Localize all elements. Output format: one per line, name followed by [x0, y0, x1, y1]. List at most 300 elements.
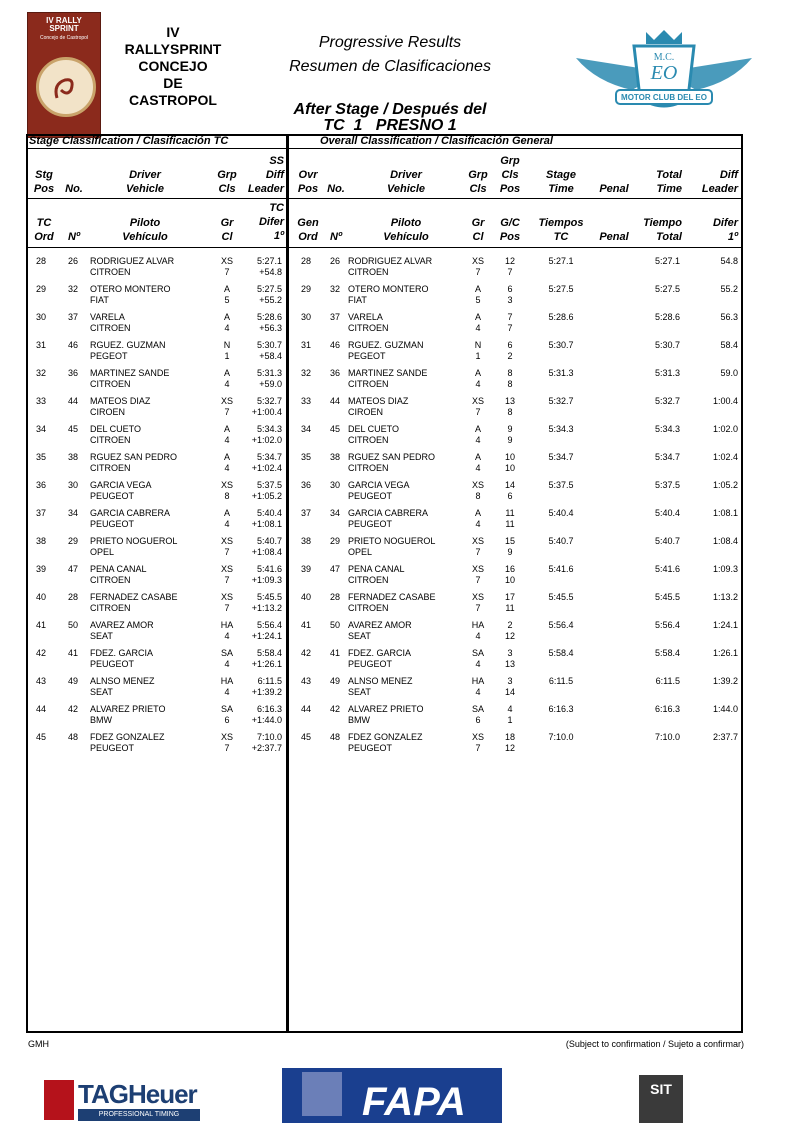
row-vehicle: CITROEN	[90, 379, 131, 389]
poster-text	[28, 13, 100, 41]
row-class: 5	[224, 295, 230, 305]
row-stage-time-overall: 5:30.7	[548, 340, 574, 350]
row-stage-time: 5:27.1	[256, 256, 282, 266]
row-driver: GARCIA VEGA	[90, 480, 152, 490]
row-class: 1	[224, 351, 230, 361]
row-vehicle: PEUGEOT	[90, 659, 135, 669]
tagheuer-text: TAGHeuer	[78, 1079, 197, 1109]
row-group-pos: 7	[507, 312, 513, 322]
row-group-pos: 18	[504, 732, 515, 742]
row-driver: MATEOS DIAZ	[90, 396, 151, 406]
row-stage-diff: +1:13.2	[251, 603, 282, 613]
row-group-overall: A	[474, 508, 481, 518]
row-diff-leader: 1:08.1	[712, 508, 738, 518]
row-driver: ALVAREZ PRIETO	[90, 704, 166, 714]
row-class: 4	[224, 379, 230, 389]
row-stage-time-overall: 6:11.5	[548, 676, 574, 686]
event-line5: CASTROPOL	[129, 92, 217, 108]
header-piloto-overall: Piloto Vehículo	[383, 217, 429, 243]
row-overall-pos: 31	[300, 340, 311, 350]
row-vehicle-overall: BMW	[348, 715, 370, 725]
row-stage-diff: +1:08.1	[251, 519, 282, 529]
tagheuer-subtitle: PROFESSIONAL TIMING	[78, 1109, 200, 1121]
row-driver: DEL CUETO	[90, 424, 142, 434]
header-driver: Driver Vehicle	[125, 169, 165, 195]
tagheuer-logo	[44, 1080, 200, 1124]
header-diff-leader: Diff Leader	[701, 169, 738, 195]
row-group: SA	[220, 704, 233, 714]
row-driver-overall: DEL CUETO	[348, 424, 400, 434]
row-group: A	[223, 452, 230, 462]
row-stage-time: 6:11.5	[257, 676, 282, 686]
row-group-overall: XS	[471, 564, 484, 574]
row-diff-leader: 1:13.2	[712, 592, 738, 602]
row-group-overall: SA	[471, 704, 484, 714]
row-stage-time-overall: 5:31.3	[548, 368, 574, 378]
row-driver: FDEZ GONZALEZ	[90, 732, 165, 742]
row-number: 37	[67, 312, 78, 322]
event-title	[118, 24, 228, 109]
row-vehicle: PEUGEOT	[90, 491, 135, 501]
row-stage-time-overall: 5:45.5	[548, 592, 574, 602]
row-stage-pos: 28	[35, 256, 46, 266]
row-stage-pos: 39	[35, 564, 46, 574]
row-vehicle: PEUGEOT	[90, 743, 135, 753]
row-class-overall: 7	[475, 267, 481, 277]
row-class-overall: 4	[475, 323, 481, 333]
row-stage-diff: +1:44.0	[251, 715, 282, 725]
row-number-overall: 28	[329, 592, 340, 602]
row-group: XS	[220, 592, 233, 602]
row-group-pos: 15	[504, 536, 515, 546]
row-total-time: 5:27.1	[654, 256, 680, 266]
sit-logo	[639, 1075, 683, 1123]
row-class-pos: 7	[507, 323, 513, 333]
row-group-overall: A	[474, 424, 481, 434]
row-stage-diff: +1:24.1	[251, 631, 282, 641]
row-total-time: 5:56.4	[654, 620, 680, 630]
row-overall-pos: 39	[300, 564, 311, 574]
row-class-pos: 8	[507, 379, 513, 389]
row-driver: AVAREZ AMOR	[90, 620, 154, 630]
row-total-time: 7:10.0	[654, 732, 680, 742]
header-num: Nº	[68, 231, 80, 243]
row-group: XS	[220, 564, 233, 574]
row-stage-diff: +1:02.4	[251, 463, 282, 473]
row-class: 4	[224, 631, 230, 641]
row-number: 48	[67, 732, 78, 742]
row-stage-time: 5:28.6	[256, 312, 282, 322]
stopwatch-icon	[36, 57, 96, 117]
row-class-overall: 7	[475, 547, 481, 557]
header-tc-difer: TC Difer 1º	[258, 202, 284, 242]
row-driver: ALNSO MENEZ	[90, 676, 155, 686]
row-class-pos: 1	[507, 715, 513, 725]
row-stage-time-overall: 7:10.0	[548, 732, 574, 742]
row-vehicle: FIAT	[90, 295, 109, 305]
club-eo: EO	[650, 62, 678, 84]
row-group-pos: 16	[504, 564, 515, 574]
row-class: 4	[224, 687, 230, 697]
row-group-overall: XS	[471, 536, 484, 546]
row-stage-time: 6:16.3	[256, 704, 282, 714]
club-mc: M.C.	[653, 52, 675, 63]
row-group-overall: A	[474, 284, 481, 294]
row-stage-time: 5:58.4	[256, 648, 282, 658]
row-diff-leader: 1:00.4	[712, 396, 738, 406]
row-class-overall: 4	[475, 463, 481, 473]
row-diff-leader: 1:39.2	[712, 676, 738, 686]
row-driver: RGUEZ. GUZMAN	[90, 340, 166, 350]
row-vehicle: CITROEN	[90, 435, 131, 445]
row-number: 42	[67, 704, 78, 714]
row-class: 8	[224, 491, 230, 501]
row-vehicle: SEAT	[90, 687, 113, 697]
spanish-header-line	[26, 247, 743, 248]
row-class-overall: 7	[475, 575, 481, 585]
row-driver-overall: PENA CANAL	[348, 564, 405, 574]
row-vehicle-overall: PEUGEOT	[348, 659, 393, 669]
row-number: 28	[67, 592, 78, 602]
row-stage-diff: +59.0	[259, 379, 282, 389]
row-class: 4	[224, 519, 230, 529]
row-driver-overall: PRIETO NOGUEROL	[348, 536, 436, 546]
row-vehicle-overall: PEUGEOT	[348, 743, 393, 753]
row-class: 7	[224, 743, 230, 753]
row-total-time: 5:41.6	[654, 564, 680, 574]
row-class: 4	[224, 435, 230, 445]
row-stage-time: 5:40.7	[256, 536, 282, 546]
row-group-pos: 10	[504, 452, 515, 462]
row-overall-pos: 29	[300, 284, 311, 294]
row-vehicle: PEUGEOT	[90, 519, 135, 529]
row-class-pos: 8	[507, 407, 513, 417]
row-class: 7	[224, 267, 230, 277]
row-stage-time: 5:27.5	[256, 284, 282, 294]
row-overall-pos: 41	[300, 620, 311, 630]
row-overall-pos: 32	[300, 368, 311, 378]
row-class-pos: 11	[505, 519, 515, 529]
row-stage-time-overall: 5:58.4	[548, 648, 574, 658]
row-group-pos: 2	[507, 620, 513, 630]
header-difer: Difer 1º	[712, 217, 738, 243]
row-stage-pos: 32	[35, 368, 46, 378]
row-stage-pos: 40	[35, 592, 46, 602]
row-class: 7	[224, 603, 230, 613]
row-class-overall: 4	[475, 631, 481, 641]
row-group: XS	[220, 732, 233, 742]
row-stage-diff: +58.4	[259, 351, 282, 361]
row-total-time: 5:34.3	[654, 424, 680, 434]
row-driver-overall: VARELA	[348, 312, 383, 322]
row-group: XS	[220, 256, 233, 266]
header-gc-pos: G/C Pos	[499, 217, 521, 243]
header-no-overall: No.	[327, 183, 345, 195]
row-group-pos: 12	[504, 256, 515, 266]
row-stage-time: 5:45.5	[256, 592, 282, 602]
row-stage-diff: +2:37.7	[251, 743, 282, 753]
row-vehicle-overall: CITROEN	[348, 463, 389, 473]
row-stage-time: 7:10.0	[256, 732, 282, 742]
row-stage-diff: +1:39.2	[251, 687, 282, 697]
row-group-pos: 11	[505, 508, 515, 518]
row-class: 7	[224, 547, 230, 557]
header-grp-cls: Grp Cls	[217, 169, 237, 195]
row-vehicle: BMW	[90, 715, 112, 725]
row-number-overall: 34	[329, 508, 340, 518]
row-total-time: 6:16.3	[654, 704, 680, 714]
row-class-pos: 9	[507, 547, 513, 557]
row-vehicle: CITROEN	[90, 323, 131, 333]
row-class-pos: 14	[504, 687, 515, 697]
row-overall-pos: 42	[300, 648, 311, 658]
row-group-pos: 3	[507, 676, 513, 686]
row-group: A	[223, 312, 230, 322]
row-class: 4	[224, 463, 230, 473]
row-diff-leader: 54.8	[720, 256, 738, 266]
row-group-pos: 6	[507, 284, 513, 294]
header-driver-overall: Driver Vehicle	[386, 169, 426, 195]
row-class-pos: 6	[507, 491, 513, 501]
row-stage-time-overall: 5:34.3	[548, 424, 574, 434]
row-class-pos: 3	[507, 295, 513, 305]
poster-line2: SPRINT	[49, 24, 79, 33]
event-line2: RALLYSPRINT	[124, 41, 222, 57]
row-group-overall: HA	[471, 676, 485, 686]
row-number: 38	[67, 452, 78, 462]
row-overall-pos: 40	[300, 592, 311, 602]
row-group: N	[223, 340, 231, 350]
row-stage-diff: +1:02.0	[251, 435, 282, 445]
row-driver: FERNADEZ CASABE	[90, 592, 178, 602]
row-stage-pos: 30	[35, 312, 46, 322]
row-vehicle-overall: PEGEOT	[348, 351, 386, 361]
row-vehicle-overall: PEUGEOT	[348, 519, 393, 529]
row-number-overall: 26	[329, 256, 340, 266]
row-total-time: 5:40.7	[654, 536, 680, 546]
row-driver: VARELA	[90, 312, 125, 322]
row-total-time: 5:45.5	[654, 592, 680, 602]
row-stage-diff: +1:00.4	[251, 407, 282, 417]
row-group: XS	[220, 536, 233, 546]
overall-classification-title: Overall Classification / Clasificación General	[320, 135, 553, 147]
report-after: After Stage / Después del	[293, 101, 487, 118]
row-group-overall: XS	[471, 256, 484, 266]
row-number: 34	[67, 508, 78, 518]
poster-line3: Concejo de Castropol	[39, 35, 89, 41]
row-number-overall: 37	[329, 312, 340, 322]
header-penal: Penal	[599, 183, 629, 195]
row-stage-pos: 45	[35, 732, 46, 742]
row-overall-pos: 34	[300, 424, 311, 434]
row-class: 7	[224, 575, 230, 585]
row-class-overall: 4	[475, 659, 481, 669]
row-stage-pos: 36	[35, 480, 46, 490]
row-class-pos: 11	[505, 603, 515, 613]
row-class-overall: 4	[475, 435, 481, 445]
row-number-overall: 45	[329, 424, 340, 434]
header-total-time: Total Time	[656, 169, 682, 195]
row-class-pos: 10	[504, 463, 515, 473]
row-total-time: 5:28.6	[654, 312, 680, 322]
row-group-overall: A	[474, 452, 481, 462]
row-stage-diff: +1:05.2	[251, 491, 282, 501]
header-ovr-pos: Ovr Pos	[297, 169, 319, 195]
row-class: 4	[224, 323, 230, 333]
row-group-overall: XS	[471, 396, 484, 406]
row-driver-overall: AVAREZ AMOR	[348, 620, 412, 630]
header-stage-time: Stage Time	[546, 169, 576, 195]
row-total-time: 5:34.7	[654, 452, 680, 462]
row-overall-pos: 44	[300, 704, 311, 714]
row-total-time: 5:31.3	[654, 368, 680, 378]
event-line4: DE	[163, 75, 183, 91]
row-class-overall: 7	[475, 603, 481, 613]
row-driver-overall: MATEOS DIAZ	[348, 396, 409, 406]
header-tiempo-total: Tiempo Total	[643, 217, 682, 243]
row-vehicle: OPEL	[90, 547, 115, 557]
row-diff-leader: 1:02.0	[712, 424, 738, 434]
row-number-overall: 50	[329, 620, 340, 630]
row-stage-diff: +55.2	[259, 295, 282, 305]
row-number: 46	[67, 340, 78, 350]
row-number: 32	[67, 284, 78, 294]
row-number: 30	[67, 480, 78, 490]
row-vehicle-overall: OPEL	[348, 547, 373, 557]
event-line1: IV	[166, 24, 180, 40]
row-number: 49	[67, 676, 78, 686]
row-class-pos: 9	[507, 435, 513, 445]
row-number-overall: 46	[329, 340, 340, 350]
row-number: 45	[67, 424, 78, 434]
row-class-pos: 12	[504, 743, 515, 753]
header-stg-pos: Stg Pos	[33, 169, 55, 195]
english-header-line	[26, 198, 743, 199]
row-total-time: 5:32.7	[654, 396, 680, 406]
row-stage-pos: 43	[35, 676, 46, 686]
row-group: XS	[220, 480, 233, 490]
row-class-overall: 4	[475, 687, 481, 697]
row-driver-overall: ALNSO MENEZ	[348, 676, 413, 686]
row-vehicle-overall: CIROEN	[348, 407, 384, 417]
row-stage-time-overall: 5:37.5	[548, 480, 574, 490]
row-class-overall: 1	[475, 351, 481, 361]
row-stage-time-overall: 5:40.7	[548, 536, 574, 546]
row-number-overall: 48	[329, 732, 340, 742]
row-stage-pos: 38	[35, 536, 46, 546]
sit-text: SIT	[650, 1081, 672, 1097]
row-group-overall: N	[474, 340, 482, 350]
row-stage-time: 5:34.3	[256, 424, 282, 434]
row-group-overall: A	[474, 312, 481, 322]
row-number-overall: 44	[329, 396, 340, 406]
row-number-overall: 36	[329, 368, 340, 378]
row-class-pos: 10	[504, 575, 515, 585]
row-number-overall: 41	[329, 648, 340, 658]
row-total-time: 5:58.4	[654, 648, 680, 658]
row-group: A	[223, 368, 230, 378]
row-stage-time: 5:31.3	[256, 368, 282, 378]
footer-author: GMH	[28, 1039, 49, 1049]
report-title-en: Progressive Results	[318, 34, 462, 51]
row-class-overall: 7	[475, 407, 481, 417]
row-stage-time: 5:34.7	[256, 452, 282, 462]
header-no: No.	[65, 183, 83, 195]
row-stage-diff: +1:09.3	[251, 575, 282, 585]
fapa-emblem-icon	[302, 1072, 342, 1116]
row-number: 36	[67, 368, 78, 378]
row-number: 47	[67, 564, 78, 574]
event-poster-image	[27, 12, 101, 138]
row-overall-pos: 36	[300, 480, 311, 490]
row-vehicle-overall: CITROEN	[348, 435, 389, 445]
row-vehicle: CITROEN	[90, 267, 131, 277]
row-number-overall: 47	[329, 564, 340, 574]
table-divider	[286, 134, 289, 1033]
row-group-overall: HA	[471, 620, 485, 630]
row-stage-time: 5:40.4	[256, 508, 282, 518]
header-piloto: Piloto Vehículo	[122, 217, 168, 243]
row-stage-time-overall: 5:41.6	[548, 564, 574, 574]
row-diff-leader: 58.4	[720, 340, 738, 350]
row-stage-time: 5:56.4	[256, 620, 282, 630]
row-overall-pos: 28	[300, 256, 311, 266]
row-driver: GARCIA CABRERA	[90, 508, 171, 518]
row-stage-time: 5:41.6	[256, 564, 282, 574]
row-stage-diff: +1:26.1	[251, 659, 282, 669]
row-class-pos: 7	[507, 267, 513, 277]
motor-club-logo	[572, 28, 756, 120]
row-vehicle: CITROEN	[90, 575, 131, 585]
row-overall-pos: 33	[300, 396, 311, 406]
row-class-overall: 6	[475, 715, 481, 725]
row-class-overall: 4	[475, 519, 481, 529]
row-group: HA	[220, 620, 234, 630]
club-name: MOTOR CLUB DEL EO	[621, 93, 707, 102]
row-number: 26	[67, 256, 78, 266]
stage-classification-title: Stage Classification / Clasificación TC	[29, 135, 229, 147]
row-driver-overall: RGUEZ. GUZMAN	[348, 340, 424, 350]
row-group-overall: SA	[471, 648, 484, 658]
row-class-pos: 12	[504, 631, 515, 641]
row-stage-time: 5:37.5	[256, 480, 282, 490]
row-stage-pos: 34	[35, 424, 46, 434]
row-diff-leader: 55.2	[720, 284, 738, 294]
row-overall-pos: 38	[300, 536, 311, 546]
header-grp-cls-overall: Grp Cls	[468, 169, 488, 195]
row-stage-time-overall: 5:34.7	[548, 452, 574, 462]
row-class-overall: 7	[475, 743, 481, 753]
row-number-overall: 49	[329, 676, 340, 686]
header-gr-cl-overall: Gr Cl	[471, 217, 485, 243]
row-stage-diff: +1:08.4	[251, 547, 282, 557]
row-group-overall: A	[474, 368, 481, 378]
row-driver-overall: OTERO MONTERO	[348, 284, 429, 294]
row-number-overall: 32	[329, 284, 340, 294]
row-diff-leader: 59.0	[720, 368, 738, 378]
footer-note: (Subject to confirmation / Sujeto a confirmar)	[565, 1039, 744, 1049]
row-total-time: 5:37.5	[654, 480, 680, 490]
row-driver: PRIETO NOGUEROL	[90, 536, 178, 546]
row-driver: PENA CANAL	[90, 564, 147, 574]
row-driver-overall: RODRIGUEZ ALVAR	[348, 256, 433, 266]
row-vehicle: CITROEN	[90, 603, 131, 613]
report-title-es: Resumen de Clasificaciones	[289, 58, 491, 75]
row-total-time: 5:40.4	[654, 508, 680, 518]
fapa-text: FAPA	[362, 1080, 466, 1124]
row-stage-pos: 37	[35, 508, 46, 518]
row-driver-overall: FERNADEZ CASABE	[348, 592, 436, 602]
